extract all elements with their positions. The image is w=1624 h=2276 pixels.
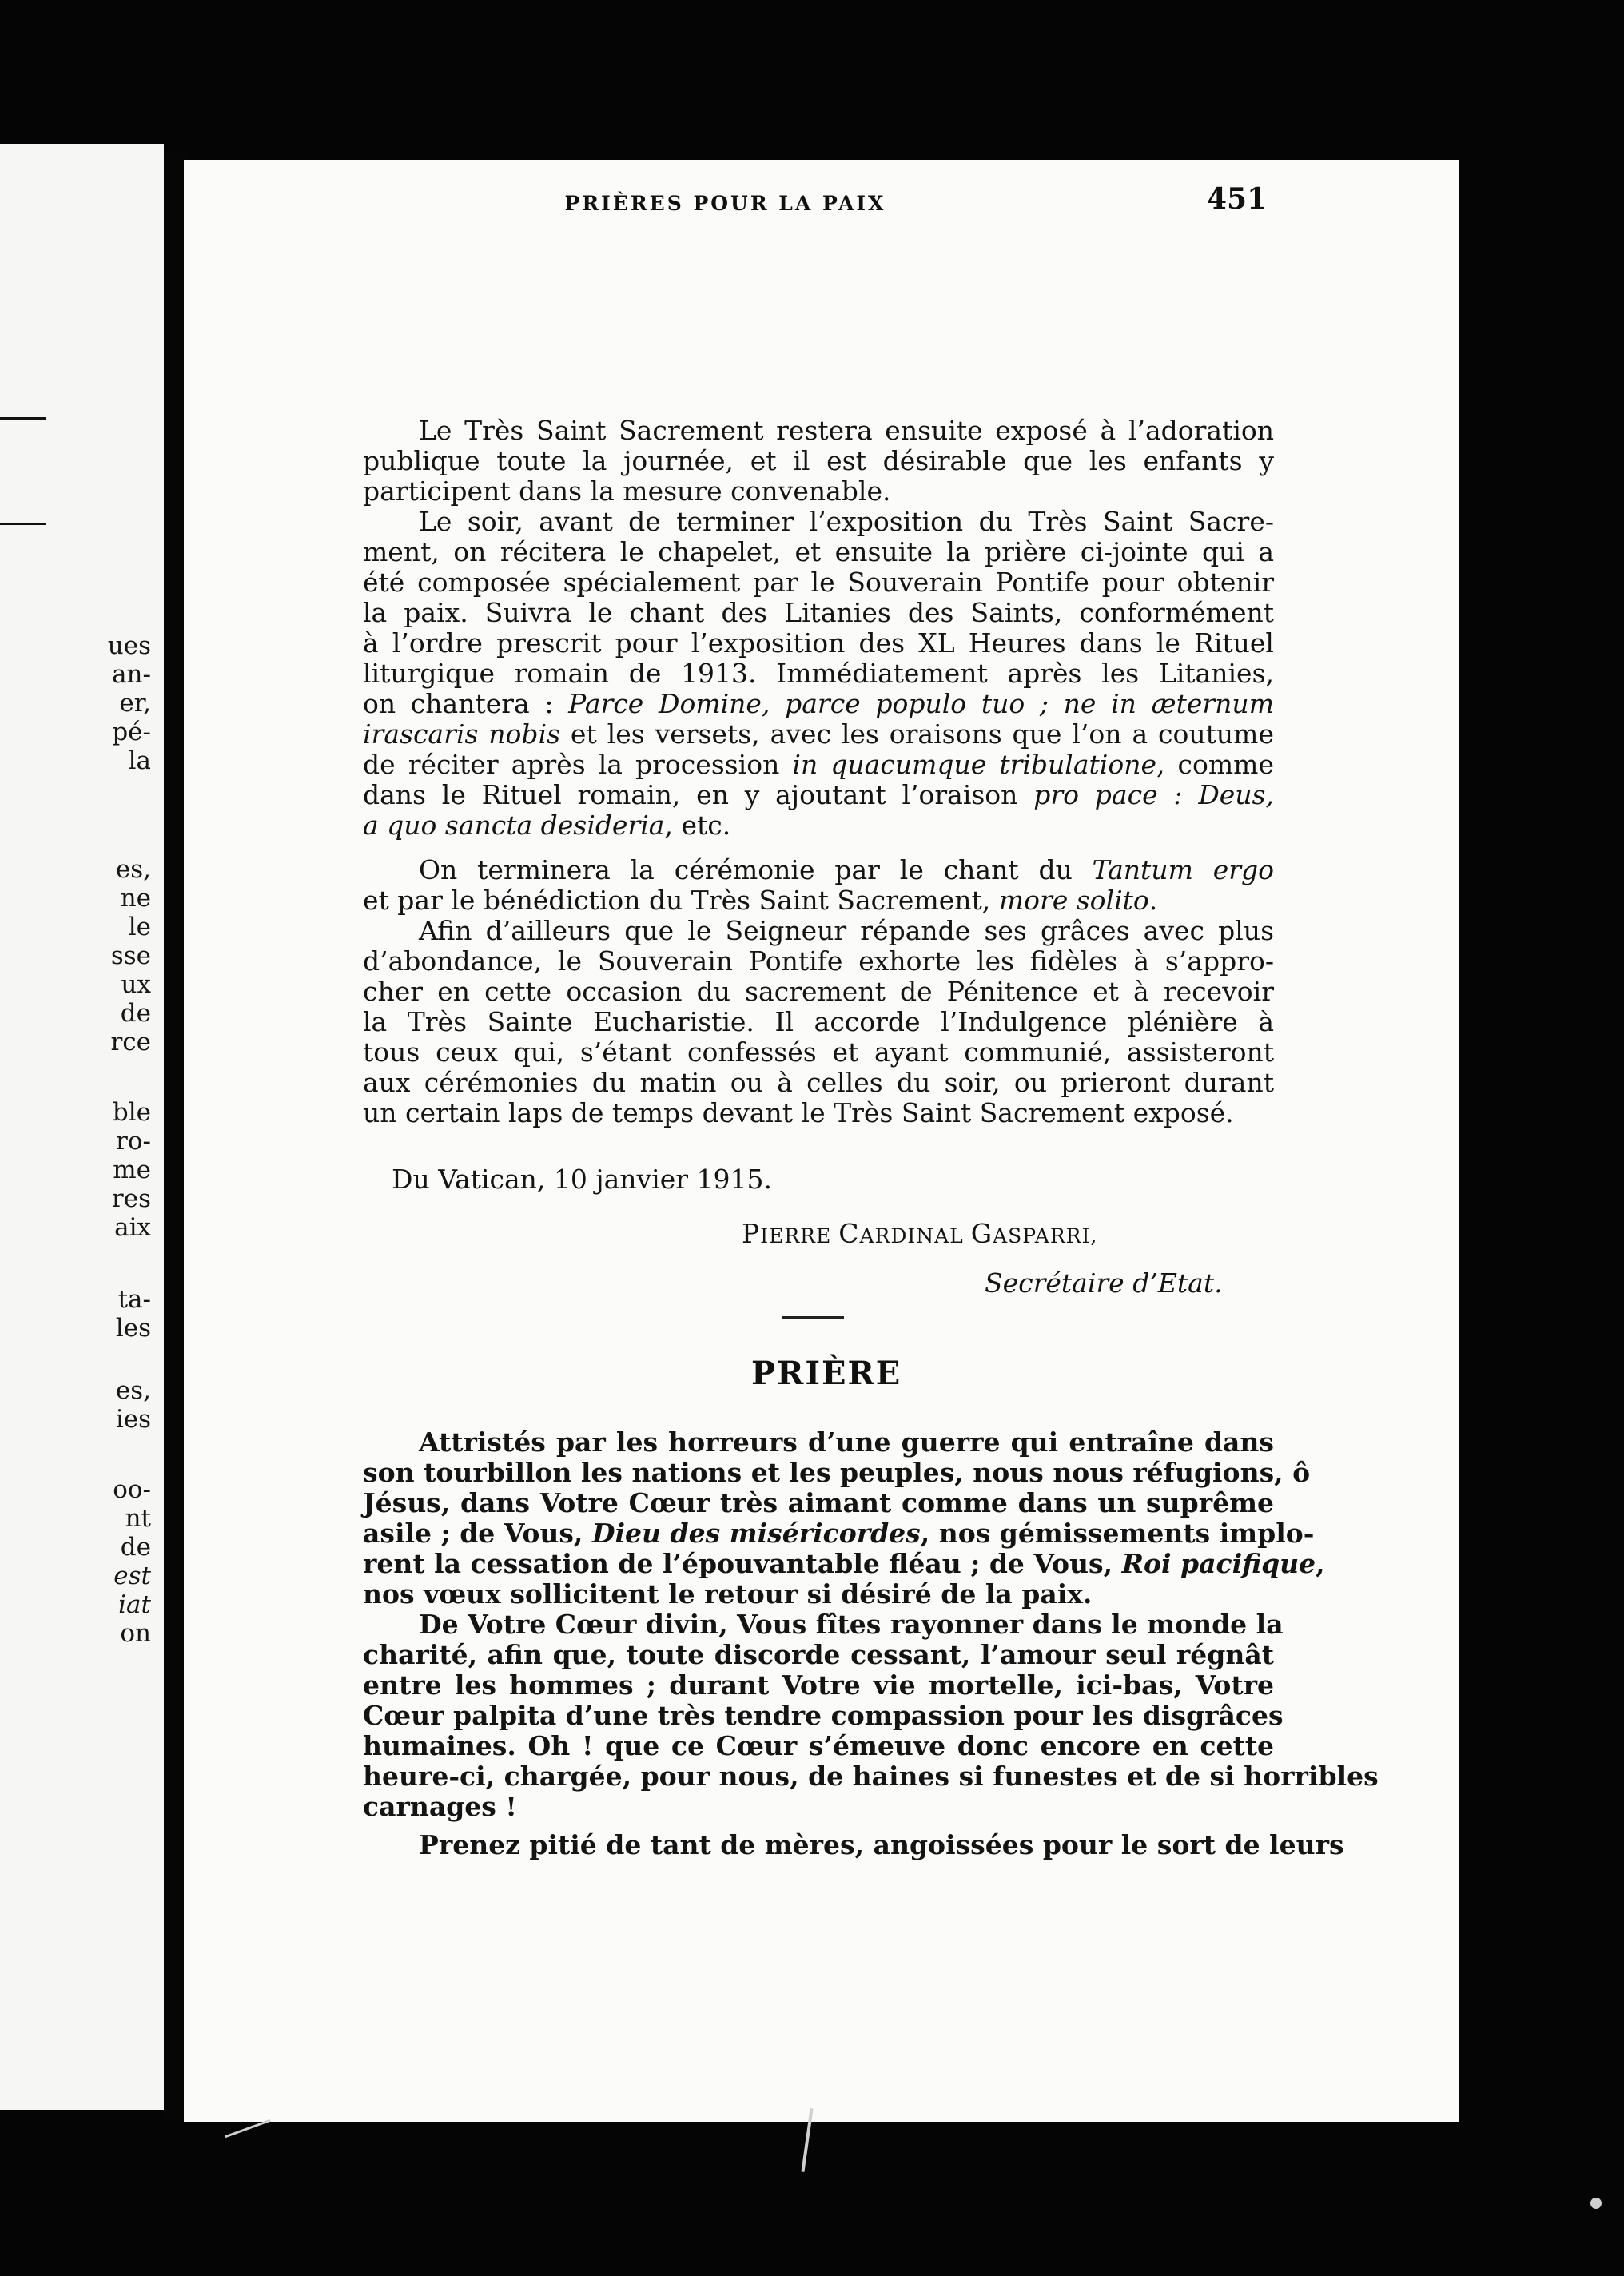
text-line: la Très Sainte Eucharistie. Il accorde l’Indulgence plénière à bbox=[363, 1006, 1274, 1037]
text-line: humaines. Oh ! que ce Cœur s’émeuve donc encore en cette bbox=[363, 1730, 1274, 1761]
text-line: liturgique romain de 1913. Immédiatement après les Litanies, bbox=[363, 658, 1274, 689]
text-line: De Votre Cœur divin, Vous fîtes rayonner dans le monde la bbox=[419, 1609, 1284, 1640]
text-line: la paix. Suivra le chant des Litanies des Saints, conformément bbox=[363, 597, 1274, 628]
text-line: nos vœux sollicitent le retour si désiré de la paix. bbox=[363, 1578, 1093, 1610]
text-line: dans le Rituel romain, en y ajoutant l’oraison pro pace : Deus, bbox=[363, 779, 1274, 810]
film-scratch bbox=[225, 2119, 270, 2138]
text-line: tous ceux qui, s’étant confessés et ayant communié, assisteront bbox=[363, 1037, 1274, 1068]
text-line: On terminera la cérémonie par le chant du Tantum ergo bbox=[419, 854, 1274, 885]
running-head: PRIÈRES POUR LA PAIX bbox=[564, 192, 886, 215]
previous-page-fragment: iat bbox=[118, 1590, 151, 1619]
previous-page-fragment: de bbox=[120, 1533, 151, 1562]
previous-page-fragment: ux bbox=[121, 970, 151, 999]
previous-page-fragment: ies bbox=[115, 1405, 151, 1434]
previous-page-fragment: rce bbox=[110, 1028, 151, 1056]
date-line: Du Vatican, 10 janvier 1915. bbox=[392, 1164, 772, 1195]
text-line: de réciter après la procession in quacumque tribulatione, comme bbox=[363, 749, 1274, 780]
text-line: heure-ci, chargée, pour nous, de haines si funestes et de si horribles bbox=[363, 1761, 1379, 1792]
text-line: rent la cessation de l’épouvantable fléau ; de Vous, Roi pacifique, bbox=[363, 1548, 1325, 1579]
previous-page-fragment: ta- bbox=[117, 1285, 151, 1314]
previous-page-fragment: res bbox=[111, 1184, 151, 1213]
signatory-title: Secrétaire d’Etat. bbox=[985, 1267, 1223, 1299]
previous-page-fragment: nt bbox=[125, 1504, 151, 1533]
page-number: 451 bbox=[1207, 182, 1268, 216]
previous-page-fragment: er, bbox=[119, 689, 151, 718]
text-line: ment, on récitera le chapelet, et ensuite la prière ci-jointe qui a bbox=[363, 536, 1274, 567]
text-line: d’abondance, le Souverain Pontife exhorte les fidèles à s’appro- bbox=[363, 945, 1274, 977]
previous-page-fragment: les bbox=[115, 1314, 151, 1343]
text-line: aux cérémonies du matin ou à celles du soir, ou prieront durant bbox=[363, 1067, 1274, 1098]
previous-page-fragment: ro- bbox=[116, 1127, 151, 1156]
signatory-name: PIERRE CARDINAL GASPARRI, bbox=[742, 1218, 1098, 1249]
text-line: et par le bénédiction du Très Saint Sacrement, more solito. bbox=[363, 885, 1158, 916]
previous-page-edge bbox=[0, 144, 164, 2110]
text-line: a quo sancta desideria, etc. bbox=[363, 810, 731, 841]
text-line: participent dans la mesure convenable. bbox=[363, 475, 891, 507]
rule-line bbox=[0, 417, 46, 420]
previous-page-fragment: de bbox=[120, 999, 151, 1028]
previous-page-fragment: aix bbox=[114, 1213, 151, 1242]
text-line: Jésus, dans Votre Cœur très aimant comme dans un suprême bbox=[363, 1487, 1274, 1518]
previous-page-fragment: an- bbox=[112, 660, 151, 689]
previous-page-fragment: ne bbox=[120, 884, 151, 913]
text-line: on chantera : Parce Domine, parce populo tuo ; ne in æternum bbox=[363, 688, 1274, 719]
text-line: charité, afin que, toute discorde cessant, l’amour seul régnât bbox=[363, 1639, 1274, 1670]
text-line: Le soir, avant de terminer l’exposition du Très Saint Sacre- bbox=[419, 506, 1274, 537]
text-line: cher en cette occasion du sacrement de Pénitence et à recevoir bbox=[363, 976, 1274, 1007]
previous-page-fragment: es, bbox=[115, 855, 151, 884]
text-line: son tourbillon les nations et les peuples, nous nous réfugions, ô bbox=[363, 1457, 1311, 1488]
previous-page-fragment: me bbox=[113, 1156, 151, 1184]
previous-page-fragment: est bbox=[113, 1562, 151, 1590]
previous-page-fragment: sse bbox=[110, 941, 151, 970]
previous-page-fragment: le bbox=[128, 913, 151, 941]
text-line: entre les hommes ; durant Votre vie mortelle, ici-bas, Votre bbox=[363, 1669, 1274, 1701]
previous-page-fragment: pé- bbox=[112, 718, 151, 746]
previous-page-fragment: es, bbox=[115, 1376, 151, 1405]
text-line: publique toute la journée, et il est désirable que les enfants y bbox=[363, 445, 1274, 476]
previous-page-fragment: ues bbox=[107, 631, 151, 660]
text-line: été composée spécialement par le Souverain Pontife pour obtenir bbox=[363, 567, 1274, 598]
text-line: irascaris nobis et les versets, avec les oraisons que l’on a coutume bbox=[363, 718, 1274, 750]
previous-page-fragment: la bbox=[128, 746, 151, 775]
film-speck bbox=[1590, 2198, 1602, 2209]
text-line: Le Très Saint Sacrement restera ensuite exposé à l’adoration bbox=[419, 415, 1274, 446]
text-line: carnages ! bbox=[363, 1791, 517, 1822]
text-line: Attristés par les horreurs d’une guerre qui entraîne dans bbox=[419, 1426, 1274, 1458]
previous-page-fragment: oo- bbox=[113, 1475, 151, 1504]
text-line: Prenez pitié de tant de mères, angoissées pour le sort de leurs bbox=[419, 1829, 1344, 1860]
text-line: à l’ordre prescrit pour l’exposition des XL Heures dans le Rituel bbox=[363, 627, 1274, 659]
previous-page-fragment: on bbox=[120, 1619, 151, 1648]
text-line: Afin d’ailleurs que le Seigneur répande ses grâces avec plus bbox=[419, 915, 1274, 946]
section-title: PRIÈRE bbox=[751, 1355, 902, 1392]
text-line: Cœur palpita d’une très tendre compassion pour les disgrâces bbox=[363, 1700, 1284, 1731]
rule-line bbox=[0, 523, 46, 525]
text-line: un certain laps de temps devant le Très Saint Sacrement exposé. bbox=[363, 1097, 1234, 1128]
section-divider bbox=[782, 1316, 844, 1319]
previous-page-fragment: ble bbox=[112, 1098, 151, 1127]
text-line: asile ; de Vous, Dieu des miséricordes, nos gémissements implo- bbox=[363, 1518, 1315, 1549]
